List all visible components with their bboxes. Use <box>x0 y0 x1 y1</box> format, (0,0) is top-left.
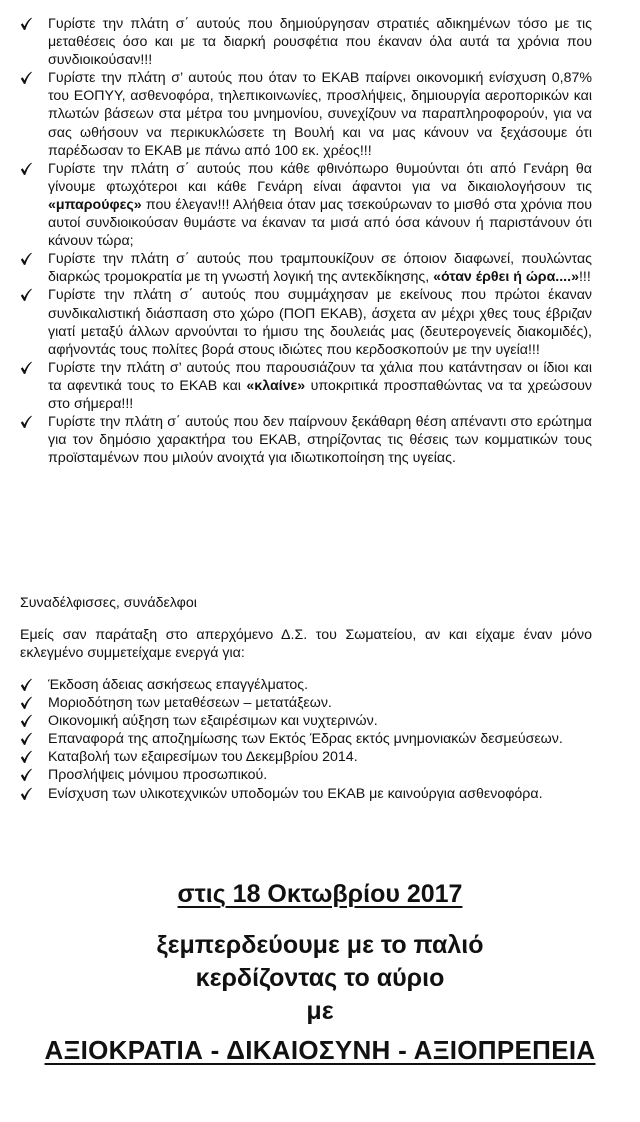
achievement-item <box>20 785 592 803</box>
check-mark-icon <box>20 678 32 692</box>
item-text: Έκδοση άδειας ασκήσεως επαγγέλματος. <box>48 677 309 693</box>
achievement-item <box>20 748 592 766</box>
item-text: Οικονομική αύξηση των εξαιρέσιμων και νυχτερινών. <box>48 713 378 730</box>
achievement-item <box>20 766 592 784</box>
item-text: Γυρίστε την πλάτη σ΄ αυτούς που τραμπουκίζουν σε όποιον διαφωνεί, πουλώντας διαρκώς τρομοκρατία με τη γνωστή λογική της αντεκδίκησης, <box>48 251 592 286</box>
check-mark-icon <box>20 732 32 746</box>
item-text: Γυρίστε την πλάτη σ΄ αυτούς που δεν παίρνουν ξεκάθαρη θέση απέναντι στο ερώτημα για τον δημόσιο χαρακτήρα του ΕΚΑΒ, στηρίζοντας τις θέσεις των κομματικών τους προϊσταμένων που μιλούν ανοιχτά για ιδιωτικοποίηση της υγείας. <box>48 414 592 467</box>
slogan-line-2: κερδίζοντας το αύριο <box>195 964 445 992</box>
emphasis-text: «κλαίνε» <box>246 377 306 394</box>
check-mark-icon <box>20 750 32 764</box>
achievements-list <box>20 676 592 803</box>
check-mark-icon <box>20 415 32 429</box>
motto-heading <box>0 1033 640 1067</box>
item-text: που έλεγαν!!! Αλήθεια όταν μας τσεκούρωναν το μισθό στα χρόνια που αυτοί συνδιοικούσαν θυμάστε να έκαναν τα μισά από όσα κάνουν ή παριστάνουν ότι κάνουν τώρα; <box>48 196 592 250</box>
grievance-list <box>20 15 592 467</box>
check-mark-icon <box>20 361 32 375</box>
item-text: Γυρίστε την πλάτη σ΄ αυτούς που συμμάχησαν με εκείνους που πρώτοι έκαναν συνδικαλιστική διάσπαση στο χώρο (ΠΟΠ ΕΚΑΒ), άσχετα αν μέχρι χθες τους έβριζαν γιατί μεταξύ άλλων αρνούνται το ήμισυ της δουλειάς μας (δευτερογενείς διακομιδές), αφήνοντάς τους πολίτες βορά στους ιδιώτες που κερδοσκοπούν με την υγεία!!! <box>48 287 592 358</box>
election-date-text: στις 18 Οκτωβρίου 2017 <box>177 880 463 908</box>
item-text: Γυρίστε την πλάτη σ’ αυτούς που παρουσιάζουν τα χάλια που κατάντησαν οι ίδιοι και τα αφεντικά τους το ΕΚΑΒ και <box>48 359 592 394</box>
check-mark-icon <box>20 71 32 85</box>
item-text: Γυρίστε την πλάτη σ΄ αυτούς που δημιούργησαν στρατιές αδικημένων τόσο με τις μεταθέσεις όσο και με τα διαρκή ρουσφέτια που έκαναν όλα αυτά τα χρόνια που συνδιοικούσαν!!! <box>48 16 592 69</box>
achievement-item <box>20 694 592 712</box>
check-mark-icon <box>20 252 32 266</box>
greeting-paragraph: Συναδέλφισσες, συνάδελφοι <box>20 595 197 611</box>
achievement-item <box>20 712 592 730</box>
motto-text: ΑΞΙΟΚΡΑΤΙΑ - ΔΙΚΑΙΟΣΥΝΗ - ΑΞΙΟΠΡΕΠΕΙΑ <box>44 1035 596 1065</box>
grievance-item <box>20 286 592 358</box>
item-text: Γυρίστε την πλάτη σ’ αυτούς που όταν το ΕΚΑΒ παίρνει οικονομική ενίσχυση 0,87% του ΕΟΠΥΥ, ασθενοφόρα, τηλεπικοινωνίες, προσλήψεις, δημιουργία αεροπορικών και πλωτών βάσεων στα μέτρα του μνημονίου, συνεχίζουν να παραπληροφορούν, για να σας ωθήσουν να περικυκλώσετε τη Βουλή και να μας κάνουν να ξεχάσουμε ότι παρέδωσαν το ΕΚΑΒ με πάνω από 100 εκ. χρέος!!! <box>48 70 592 159</box>
grievance-item <box>20 413 592 467</box>
item-text: Επαναφορά της αποζημίωσης των Εκτός Έδρας εκτός μνημονιακών δεσμεύσεων. <box>48 731 563 748</box>
emphasis-text: «όταν έρθει ή ώρα....» <box>433 269 579 286</box>
achievement-item <box>20 676 592 694</box>
check-mark-icon <box>20 162 32 176</box>
election-date-heading <box>0 878 640 910</box>
check-mark-icon <box>20 17 32 31</box>
check-mark-icon <box>20 787 32 801</box>
item-text: Ενίσχυση των υλικοτεχνικών υποδομών του ΕΚΑΒ με καινούργια ασθενοφόρα. <box>48 785 543 802</box>
check-mark-icon <box>20 696 32 710</box>
item-text: Καταβολή των εξαιρεσίμων του Δεκεμβρίου 2014. <box>48 749 358 766</box>
achievement-item <box>20 730 592 748</box>
item-text: !!! <box>578 269 591 286</box>
slogan-line-3: με <box>306 997 334 1025</box>
grievance-item <box>20 69 592 159</box>
grievance-item <box>20 250 592 286</box>
check-mark-icon <box>20 288 32 302</box>
check-mark-icon <box>20 768 32 782</box>
item-text: Προσλήψεις μόνιμου προσωπικού. <box>48 767 268 784</box>
emphasis-text: «μπαρούφες» <box>48 196 142 213</box>
grievance-item <box>20 160 592 250</box>
grievance-item <box>20 359 592 413</box>
item-text: υποκριτικά προσπαθώντας να τα χρεώσουν στο σήμερα!!! <box>48 377 593 412</box>
item-text: Γυρίστε την πλάτη σ΄ αυτούς που κάθε φθινόπωρο θυμούνται ότι από Γενάρη θα γίνουμε φτωχότεροι και κάθε Γενάρη είναι άφαντοι για να δικαιολογήσουν τις <box>48 160 592 195</box>
item-text: Μοριοδότηση των μεταθέσεων – μετατάξεων. <box>48 695 332 712</box>
slogan-line-1: ξεμπερδεύουμε με το παλιό <box>156 931 484 959</box>
grievance-item <box>20 15 592 69</box>
intro-paragraph: Εμείς σαν παράταξη στο απερχόμενο Δ.Σ. του Σωματείου, αν και είχαμε έναν μόνο εκλεγμένο συμμετείχαμε ενεργά για: <box>20 627 592 662</box>
check-mark-icon <box>20 714 32 728</box>
